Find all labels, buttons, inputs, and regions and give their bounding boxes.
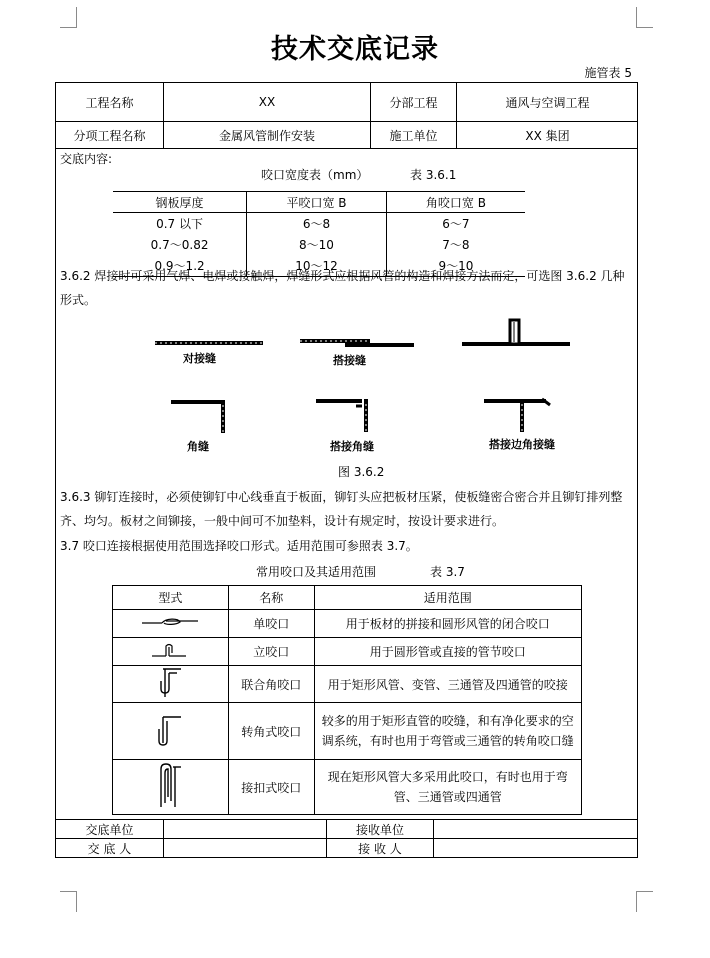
combined-corner-seam-icon [155,667,185,699]
table-cell: 单咬口 [228,610,314,638]
subitem-label: 分项工程名称 [73,128,146,143]
table-cell: 9～10 [386,255,525,277]
table-cell: 0.9～1.2 [113,255,247,277]
figure-label-lap-corner-seam: 搭接角缝 [330,440,374,453]
lap-weld-diagram-icon [300,334,415,354]
receiver-person-label: 接 收 人 [358,842,402,856]
paragraph-3-6-2: 3.6.2 焊接时可采用气焊、电焊或接触焊，焊缝形式应根据风管的构造和焊接方法而定，可选图 3.6.2 几种形式。 [60,269,625,307]
table-header-cell: 型式 [113,586,229,610]
standing-seam-icon [150,641,190,659]
table2-number: 表 3.7 [430,565,465,579]
figure-label-lap-edge-corner-seam: 搭接边角接缝 [489,438,555,451]
table-header-row [113,192,525,213]
figure-caption: 图 3.6.2 [338,465,385,479]
subitem-value: 金属风管制作安装 [218,128,315,143]
table-cell: 用于圆形管或直接的管节咬口 [314,638,581,666]
table-cell: 较多的用于矩形直管的咬缝，和有净化要求的空调系统，有时也用于弯管或三通管的转角咬口缝 [314,703,581,760]
table-cell [113,760,229,815]
table-header-cell: 适用范围 [314,586,581,610]
table1-caption: 咬口宽度表（mm） [261,168,369,182]
footer-col-divider [163,819,164,858]
table-row [113,638,582,666]
table1-number: 表 3.6.1 [410,168,457,182]
table-cell: 用于板材的拼接和圆形风管的闭合咬口 [314,610,581,638]
corner-seam-icon [155,713,185,747]
flange-weld-diagram-icon [462,316,572,350]
receiver-unit-label: 接收单位 [355,822,404,837]
content-label: 交底内容: [60,152,113,166]
document-title: 技术交底记录 [271,34,439,65]
crop-mark-top-right [636,7,653,28]
table-row [113,234,525,255]
footer-col-divider [433,819,434,858]
table-cell: 6～8 [247,213,387,235]
table-cell: 联合角咬口 [228,666,314,703]
table-cell: 接扣式咬口 [228,760,314,815]
seam-types-table [112,585,582,815]
table-header-cell: 平咬口宽 B [247,192,387,213]
project-name-value: XX [258,95,276,109]
form-number: 施管表 5 [584,66,632,80]
header-bottom-divider [56,148,638,149]
table-cell: 8～10 [247,234,387,255]
figure-label-butt-seam: 对接缝 [183,352,216,365]
paragraph-3-6-3: 3.6.3 铆钉连接时，必须使铆钉中心线垂直于板面，铆钉头应把板材压紧，使板缝密合密合并且铆钉排列整齐、均匀。板材之间铆接，一般中间可不加垫料，设计有规定时，按设计要求进行。 [60,490,623,528]
division-value: 通风与空调工程 [505,95,590,110]
table-cell [113,703,229,760]
crop-mark-bottom-left [60,891,77,912]
table-cell: 7～8 [386,234,525,255]
snap-lock-seam-icon [153,761,187,811]
table-row [113,760,582,815]
crop-mark-bottom-right [636,891,653,912]
contractor-label: 施工单位 [389,128,438,143]
table-cell: 用于矩形风管、变管、三通管及四通管的咬接 [314,666,581,703]
figure-label-lap-seam: 搭接缝 [333,354,366,367]
table-cell: 立咬口 [228,638,314,666]
division-label: 分部工程 [389,95,438,110]
lap-corner-weld-diagram-icon [316,396,376,436]
corner-weld-diagram-icon [171,397,231,437]
table-cell: 0.7 以下 [156,217,204,231]
table2-caption: 常用咬口及其适用范围 [256,565,377,579]
table-cell [113,610,229,638]
table-cell: 6～7 [386,213,525,235]
table-header-cell: 钢板厚度 [113,192,247,213]
table-row [113,610,582,638]
table-cell: 转角式咬口 [228,703,314,760]
table-header-row [113,586,582,610]
butt-weld-diagram-icon [155,335,265,350]
table-row [113,703,582,760]
table-row [113,213,525,235]
table-header-cell: 角咬口宽 B [386,192,525,213]
project-name-label: 工程名称 [85,95,134,110]
table-row [113,666,582,703]
crop-mark-top-left [60,7,77,28]
table-cell [113,638,229,666]
handover-person-label: 交 底 人 [87,842,132,856]
paragraph-3-7: 3.7 咬口连接根据使用范围选择咬口形式。适用范围可参照表 3.7。 [60,539,418,553]
single-seam-icon [140,615,200,629]
figure-label-corner-seam: 角缝 [187,440,209,453]
table-header-cell: 名称 [228,586,314,610]
lap-edge-corner-weld-diagram-icon [484,396,554,436]
table-cell: 0.7～0.82 [150,238,209,252]
table-cell: 现在矩形风管大多采用此咬口，有时也用于弯管、三通管或四通管 [314,760,581,815]
handover-unit-label: 交底单位 [85,822,134,837]
contractor-value: XX 集团 [525,128,570,143]
table-cell: 10～12 [247,255,387,277]
table-cell [113,666,229,703]
